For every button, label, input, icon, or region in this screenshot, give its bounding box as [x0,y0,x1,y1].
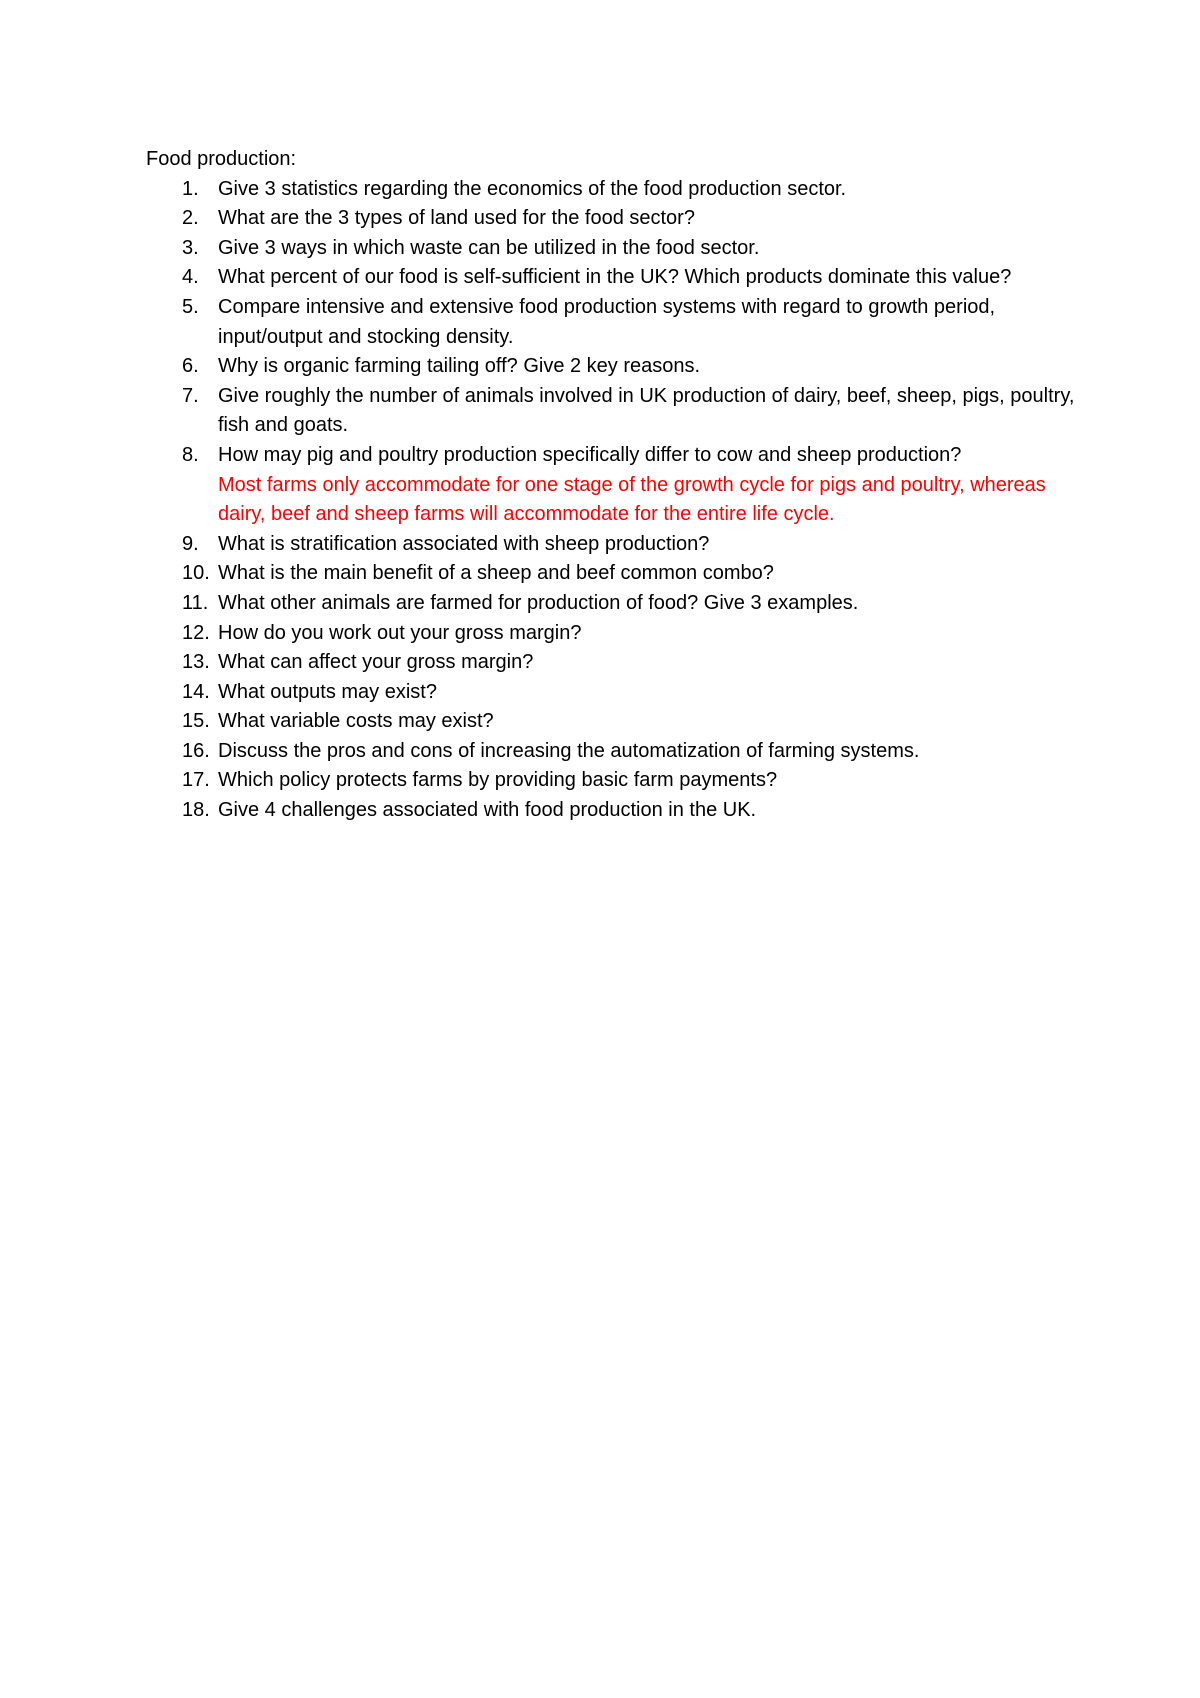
question-item [146,441,1086,530]
question-number: 9. [182,532,199,555]
question-number: 15. [182,710,210,733]
question-text: What other animals are farmed for production of food? Give 3 examples. [218,591,859,614]
question-number: 12. [182,621,210,644]
question-text: What outputs may exist? [218,680,437,703]
question-text: Give roughly the number of animals involved in UK production of dairy, beef, sheep, pigs, poultry, fish and goats. [218,384,1075,437]
document-body [146,145,1086,826]
question-text: Compare intensive and extensive food production systems with regard to growth period, input/output and stocking density. [218,295,996,348]
question-item [146,648,1086,678]
question-number: 10. [182,562,210,585]
question-number: 1. [182,177,199,200]
question-number: 13. [182,651,210,674]
question-item [146,530,1086,560]
question-text: Which policy protects farms by providing basic farm payments? [218,769,778,792]
question-number: 8. [182,443,199,466]
question-item [146,796,1086,826]
document-heading: Food production: [146,148,297,170]
question-text: What are the 3 types of land used for the food sector? [218,207,695,230]
question-number: 6. [182,355,199,378]
question-number: 17. [182,769,210,792]
question-item [146,382,1086,441]
question-item [146,352,1086,382]
question-text: Give 3 ways in which waste can be utilized in the food sector. [218,236,760,259]
question-text: Give 4 challenges associated with food production in the UK. [218,799,757,822]
question-list [146,175,1086,826]
question-text: What can affect your gross margin? [218,651,534,674]
question-number: 2. [182,207,199,230]
question-number: 18. [182,799,210,822]
question-item [146,589,1086,619]
question-item [146,737,1086,767]
question-number: 14. [182,680,210,703]
question-number: 5. [182,295,199,318]
question-number: 16. [182,739,210,762]
question-item [146,678,1086,708]
question-text: What is the main benefit of a sheep and beef common combo? [218,562,774,585]
question-item [146,175,1086,205]
question-text: What is stratification associated with sheep production? [218,532,710,555]
answer-text: Most farms only accommodate for one stage of the growth cycle for pigs and poultry, whereas dairy, beef and sheep farms will accommodate for the entire life cycle. [218,473,1046,526]
question-item [146,707,1086,737]
question-text: What percent of our food is self-sufficient in the UK? Which products dominate this value? [218,266,1012,289]
question-text: What variable costs may exist? [218,710,494,733]
question-number: 7. [182,384,199,407]
question-item [146,293,1086,352]
question-text: Discuss the pros and cons of increasing the automatization of farming systems. [218,739,920,762]
question-item [146,234,1086,264]
question-item [146,263,1086,293]
question-number: 11. [182,591,209,614]
question-number: 3. [182,236,199,259]
question-item [146,619,1086,649]
question-number: 4. [182,266,199,289]
question-text: How do you work out your gross margin? [218,621,582,644]
question-item [146,766,1086,796]
question-text: Give 3 statistics regarding the economics of the food production sector. [218,177,847,200]
question-item [146,559,1086,589]
question-text: Why is organic farming tailing off? Give 2 key reasons. [218,355,701,378]
question-item [146,204,1086,234]
question-text: How may pig and poultry production specifically differ to cow and sheep production? [218,443,962,466]
